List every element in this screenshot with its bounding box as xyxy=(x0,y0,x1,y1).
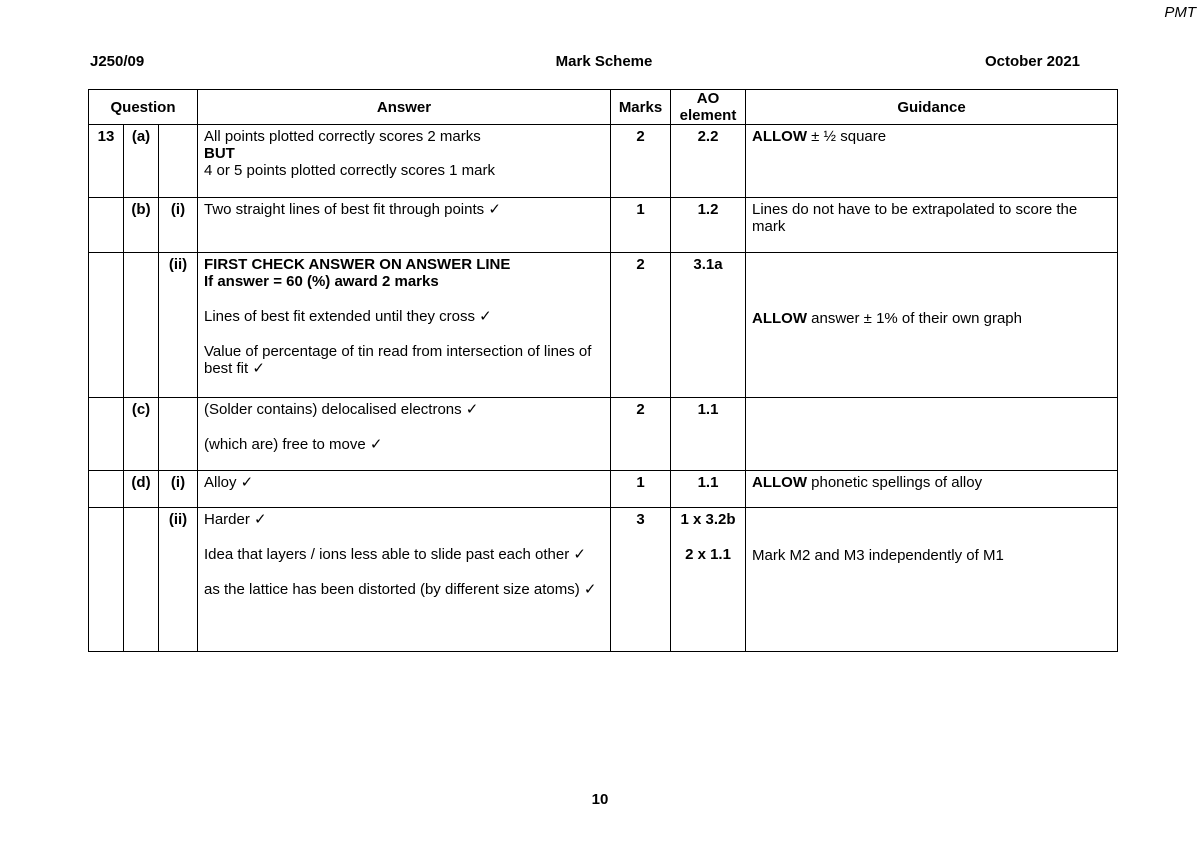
answer-cell xyxy=(198,125,611,198)
question-number xyxy=(89,253,124,398)
guidance-cell xyxy=(746,508,1118,652)
question-number: 13 xyxy=(89,125,124,198)
marks-cell: 1 xyxy=(611,198,671,253)
table-row xyxy=(89,198,1118,253)
question-subpart: (i) xyxy=(159,471,198,508)
table-row xyxy=(89,253,1118,398)
ao-cell: 1.2 xyxy=(671,198,746,253)
ao-cell: 1.1 xyxy=(671,471,746,508)
answer-line: Harder ✓ xyxy=(204,511,267,528)
answer-line: (Solder contains) delocalised electrons ✓ xyxy=(204,401,479,418)
mark-scheme-table xyxy=(88,89,1118,652)
answer-line: All points plotted correctly scores 2 marks xyxy=(204,128,481,145)
page-number: 10 xyxy=(591,791,609,808)
question-part: (d) xyxy=(124,471,159,508)
answer-line: FIRST CHECK ANSWER ON ANSWER LINE xyxy=(204,256,511,273)
question-subpart: (ii) xyxy=(159,508,198,652)
answer-line: 4 or 5 points plotted correctly scores 1 mark xyxy=(204,162,495,179)
pmt-watermark: PMT xyxy=(1164,4,1196,21)
marks-cell: 2 xyxy=(611,125,671,198)
marks-cell: 2 xyxy=(611,253,671,398)
guidance-cell xyxy=(746,253,1118,398)
guidance-text: ± ½ square xyxy=(806,128,887,145)
ao-header-line2: element xyxy=(679,107,737,124)
answer-line: Lines of best fit extended until they cross ✓ xyxy=(204,308,492,325)
table-row xyxy=(89,508,1118,652)
answer-line: as the lattice has been distorted (by different size atoms) ✓ xyxy=(204,581,597,598)
answer-line: (which are) free to move ✓ xyxy=(204,436,383,453)
ao-header-line1: AO xyxy=(696,90,720,107)
table-row xyxy=(89,398,1118,471)
ao-cell xyxy=(671,508,746,652)
answer-line: Idea that layers / ions less able to slide past each other ✓ xyxy=(204,546,586,563)
answer-cell xyxy=(198,253,611,398)
ao-line: 2 x 1.1 xyxy=(685,546,731,563)
allow-keyword: ALLOW xyxy=(752,128,807,145)
question-part xyxy=(124,508,159,652)
allow-keyword: ALLOW xyxy=(752,310,807,327)
question-number xyxy=(89,198,124,253)
question-subpart: (ii) xyxy=(159,253,198,398)
guidance-cell xyxy=(746,125,1118,198)
question-part: (a) xyxy=(124,125,159,198)
question-subpart xyxy=(159,125,198,198)
question-part xyxy=(124,253,159,398)
answer-line: Alloy ✓ xyxy=(204,474,254,491)
column-header-ao-element xyxy=(671,90,746,125)
ao-cell: 2.2 xyxy=(671,125,746,198)
marks-cell: 1 xyxy=(611,471,671,508)
table-row xyxy=(89,471,1118,508)
column-header-question: Question xyxy=(89,90,198,125)
column-header-marks: Marks xyxy=(611,90,671,125)
table-row xyxy=(89,125,1118,198)
document-title: Mark Scheme xyxy=(555,53,653,70)
answer-cell xyxy=(198,508,611,652)
paper-code: J250/09 xyxy=(90,53,145,70)
answer-cell xyxy=(198,398,611,471)
marks-cell: 2 xyxy=(611,398,671,471)
ao-cell: 3.1a xyxy=(671,253,746,398)
answer-cell xyxy=(198,471,611,508)
question-subpart xyxy=(159,398,198,471)
question-number xyxy=(89,471,124,508)
guidance-cell xyxy=(746,398,1118,471)
question-part: (c) xyxy=(124,398,159,471)
ao-line: 1 x 3.2b xyxy=(680,511,736,528)
table-header-row xyxy=(89,90,1118,125)
exam-date: October 2021 xyxy=(984,53,1080,70)
question-part: (b) xyxy=(124,198,159,253)
column-header-answer: Answer xyxy=(198,90,611,125)
marks-cell: 3 xyxy=(611,508,671,652)
ao-cell: 1.1 xyxy=(671,398,746,471)
column-header-guidance: Guidance xyxy=(746,90,1118,125)
question-number xyxy=(89,398,124,471)
guidance-cell xyxy=(746,198,1118,253)
guidance-text: phonetic spellings of alloy xyxy=(806,474,983,491)
guidance-text: answer ± 1% of their own graph xyxy=(806,310,1022,327)
answer-cell xyxy=(198,198,611,253)
answer-line: BUT xyxy=(204,145,235,162)
answer-line: Two straight lines of best fit through points ✓ xyxy=(204,201,501,218)
guidance-text: Mark M2 and M3 independently of M1 xyxy=(752,547,1004,564)
answer-line: Value of percentage of tin read from intersection of lines of best fit ✓ xyxy=(204,343,592,377)
guidance-cell xyxy=(746,471,1118,508)
guidance-text: Lines do not have to be extrapolated to score the mark xyxy=(752,201,1078,235)
allow-keyword: ALLOW xyxy=(752,474,807,491)
question-subpart: (i) xyxy=(159,198,198,253)
question-number xyxy=(89,508,124,652)
answer-line: If answer = 60 (%) award 2 marks xyxy=(204,273,439,290)
